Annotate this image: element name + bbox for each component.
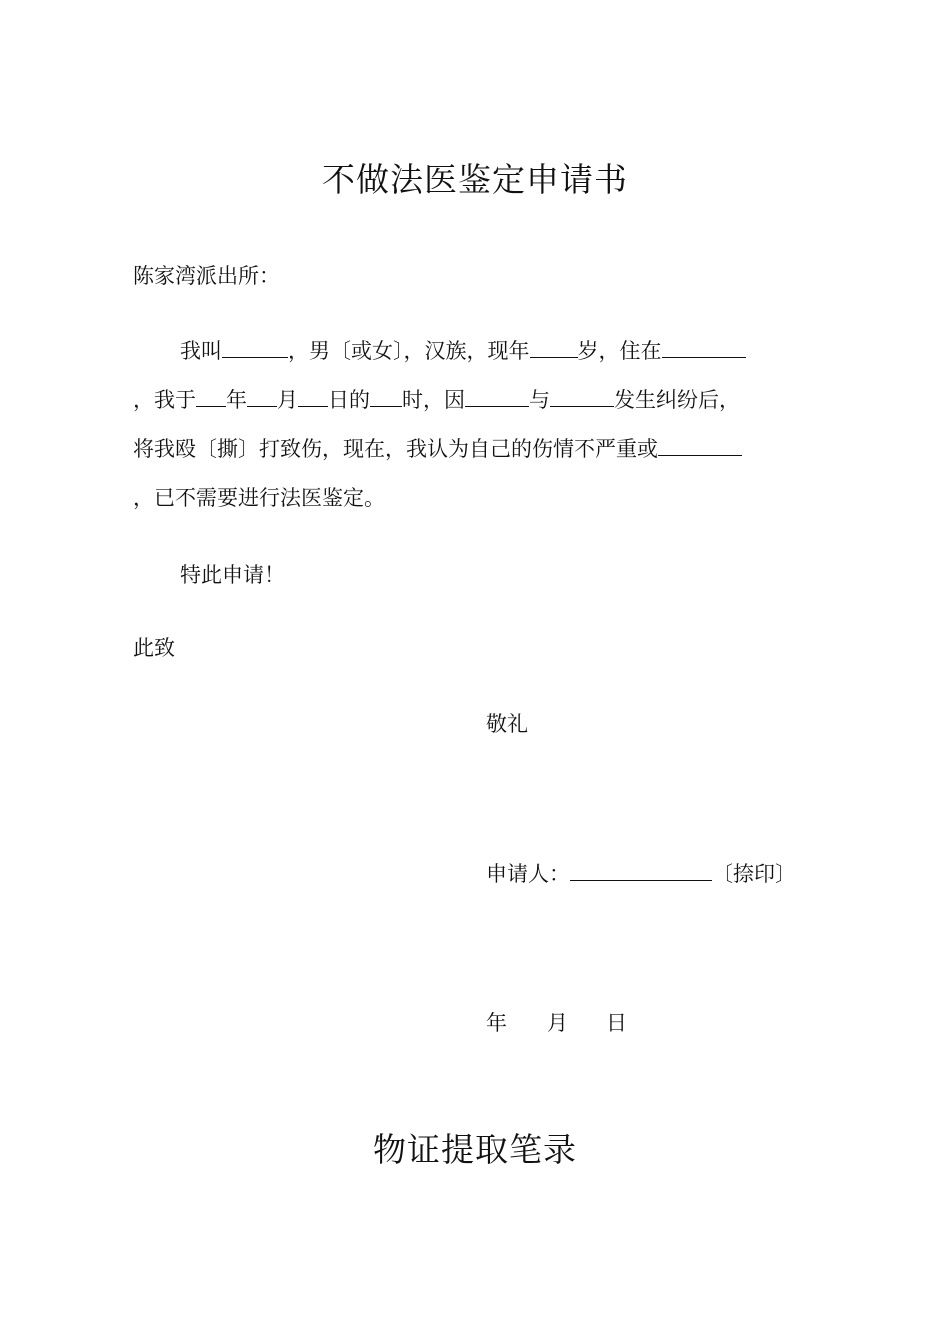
- document-title: 不做法医鉴定申请书: [322, 160, 628, 199]
- applicant-label: 申请人：: [486, 862, 570, 886]
- address-blank: [662, 337, 746, 358]
- age-blank: [530, 337, 578, 358]
- month-blank: [247, 386, 277, 407]
- date-month: 月: [547, 1011, 568, 1035]
- text-segment: 发生纠纷后，: [614, 388, 740, 412]
- body-line-1: [180, 337, 746, 365]
- date-year: 年: [486, 1011, 507, 1035]
- year-blank: [196, 386, 226, 407]
- text-segment: ，男〔或女〕，汉族，现年: [288, 339, 530, 363]
- body-line-4: ，已不需要进行法医鉴定。: [133, 486, 385, 510]
- text-segment: 日的: [328, 388, 370, 412]
- request-line: 特此申请！: [180, 563, 285, 587]
- text-segment: 时，因: [402, 388, 465, 412]
- closing-line: 此致: [133, 636, 175, 660]
- salutation: 陈家湾派出所：: [133, 264, 280, 288]
- text-segment: 年: [226, 388, 247, 412]
- text-segment: 我叫: [180, 339, 222, 363]
- date-day: 日: [606, 1011, 627, 1035]
- date-line: [486, 1009, 627, 1037]
- text-segment: 月: [277, 388, 298, 412]
- text-segment: 将我殴〔撕〕打致伤，现在，我认为自己的伤情不严重或: [133, 437, 658, 461]
- signature-blank: [570, 860, 712, 881]
- applicant-line: [486, 860, 796, 888]
- text-segment: 与: [529, 388, 550, 412]
- body-line-3: [133, 435, 742, 463]
- party-2-blank: [550, 386, 614, 407]
- text-segment: 岁，住在: [577, 339, 662, 363]
- text-segment: ，我于: [133, 388, 196, 412]
- day-blank: [298, 386, 328, 407]
- name-blank: [222, 337, 288, 358]
- fingerprint-note: 〔捺印〕: [712, 862, 796, 886]
- body-line-2: [133, 386, 740, 414]
- party-1-blank: [465, 386, 529, 407]
- regards-line: 敬礼: [486, 712, 528, 736]
- second-document-title: 物证提取笔录: [373, 1130, 577, 1169]
- reason-blank: [658, 435, 742, 456]
- hour-blank: [370, 386, 402, 407]
